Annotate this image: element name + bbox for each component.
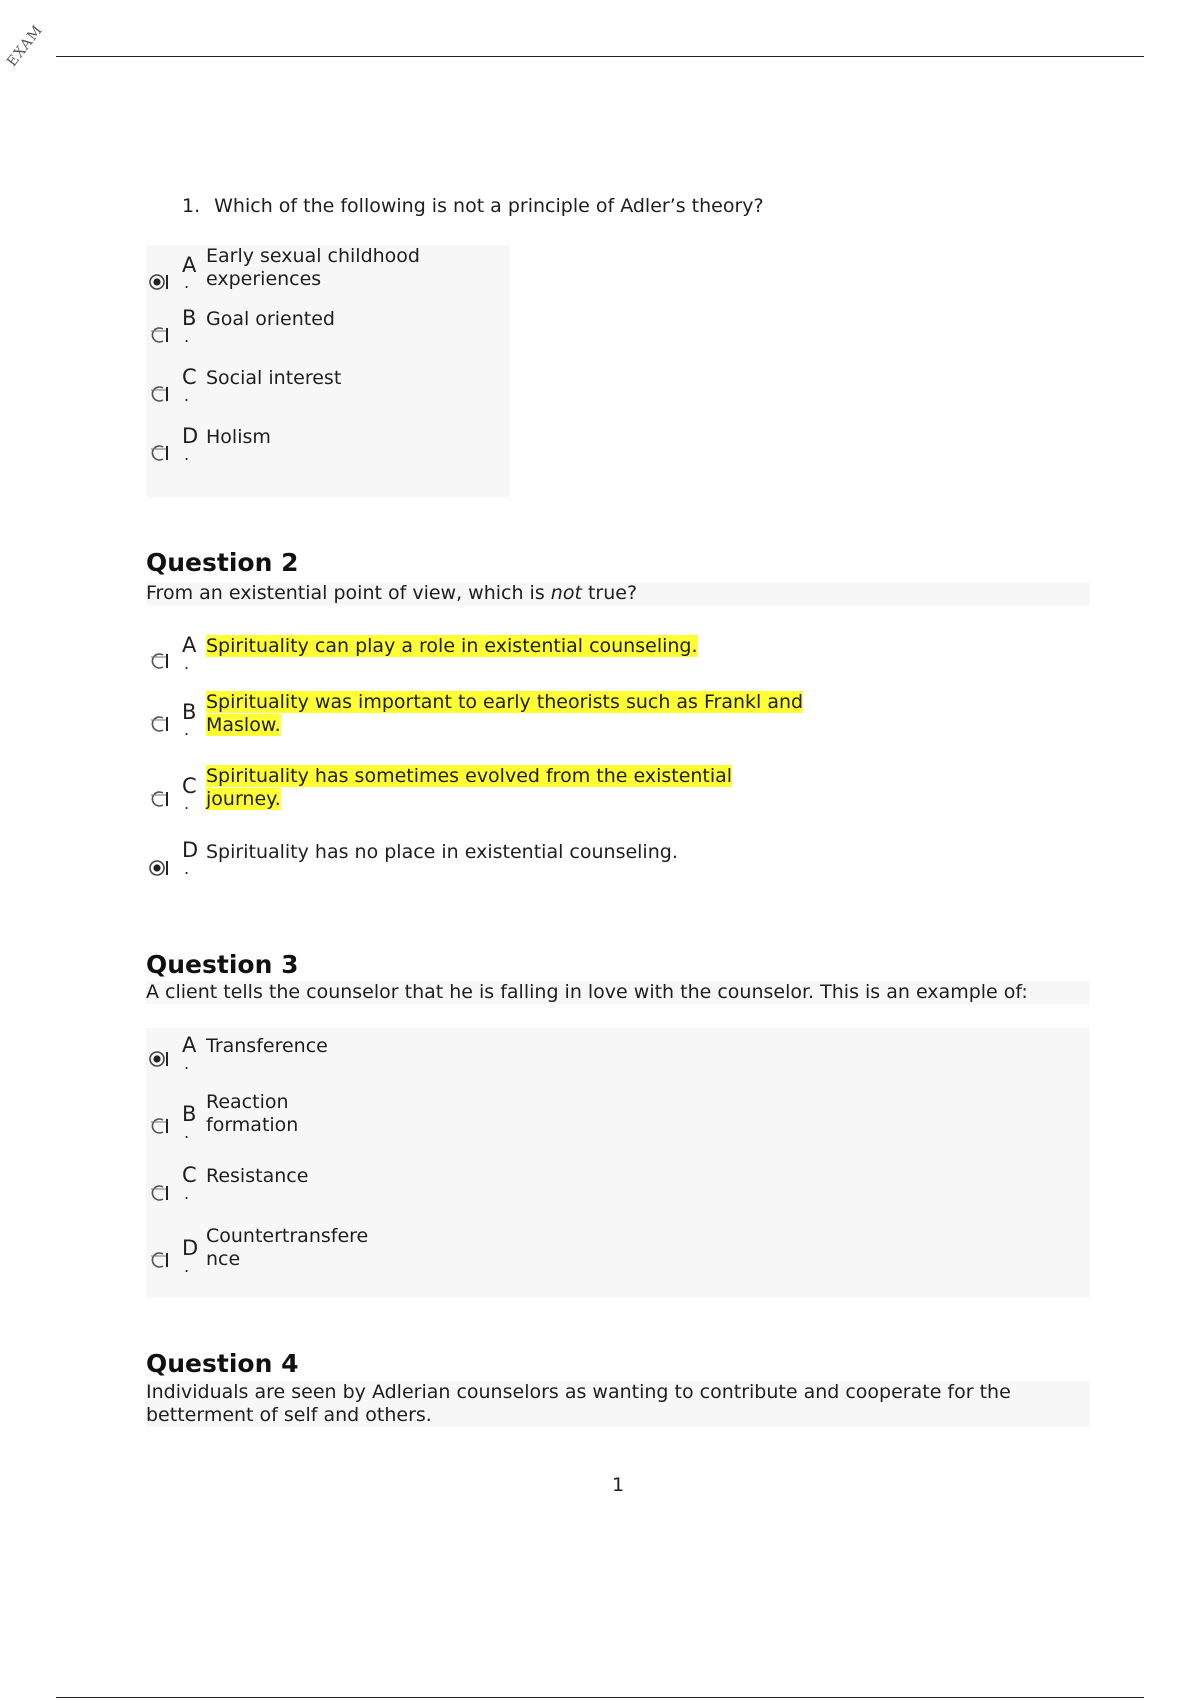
- question-4-heading: Question 4: [146, 1349, 299, 1378]
- option-text: Resistance: [206, 1165, 309, 1187]
- question-2-heading: Question 2: [146, 548, 299, 577]
- option-text: Transference: [206, 1035, 328, 1057]
- highlighted-text: Spirituality was important to early theorists such as Frankl and Maslow.: [206, 691, 804, 736]
- footer-rule: [56, 1697, 1144, 1698]
- watermark: EXAM: [4, 22, 47, 70]
- option-letter: A: [182, 633, 197, 657]
- radio-empty-icon[interactable]: [148, 714, 168, 734]
- option-dot: .: [184, 273, 190, 292]
- option-text: [206, 691, 806, 737]
- radio-selected-icon[interactable]: [148, 858, 168, 878]
- radio-empty-icon[interactable]: [148, 1183, 168, 1203]
- option-dot: .: [184, 720, 190, 739]
- option-letter: B: [182, 306, 197, 330]
- option-letter: B: [182, 1102, 197, 1126]
- option-letter: C: [182, 1163, 197, 1187]
- question-1-options: [146, 245, 510, 497]
- option-text: Holism: [206, 426, 271, 448]
- radio-selected-icon[interactable]: [148, 1049, 168, 1069]
- option-dot: .: [184, 327, 190, 346]
- radio-selected-icon[interactable]: [148, 272, 168, 292]
- radio-empty-icon[interactable]: [148, 1250, 168, 1270]
- question-2-options: [146, 630, 806, 890]
- option-letter: D: [182, 1236, 199, 1260]
- question-3-prompt: A client tells the counselor that he is falling in love with the counselor. This is an example of:: [146, 981, 1090, 1004]
- option-dot: .: [184, 1054, 190, 1073]
- option-dot: .: [184, 1257, 190, 1276]
- option-text: [206, 635, 806, 658]
- option-dot: .: [184, 1184, 190, 1203]
- question-text: Which of the following is not a principle of Adler’s theory?: [214, 195, 764, 217]
- radio-empty-icon[interactable]: [148, 384, 168, 404]
- prompt-emphasis: not: [550, 582, 582, 604]
- option-letter: A: [182, 1033, 197, 1057]
- radio-empty-icon[interactable]: [148, 1116, 168, 1136]
- question-2-prompt: [146, 582, 1090, 605]
- question-3-options: [146, 1028, 1090, 1298]
- highlighted-text: Spirituality can play a role in existential counseling.: [206, 635, 698, 657]
- radio-empty-icon[interactable]: [148, 443, 168, 463]
- option-dot: .: [184, 859, 190, 878]
- option-dot: .: [184, 654, 190, 673]
- prompt-text: true?: [581, 582, 638, 604]
- option-text: Early sexual childhood experiences: [206, 245, 420, 290]
- option-text: Spirituality has no place in existential counseling.: [206, 841, 678, 863]
- option-letter: C: [182, 774, 197, 798]
- option-dot: .: [184, 794, 190, 813]
- question-4-prompt: Individuals are seen by Adlerian counselors as wanting to contribute and cooperate for the betterment of self and others.: [146, 1381, 1090, 1427]
- option-text: Social interest: [206, 367, 342, 389]
- radio-empty-icon[interactable]: [148, 325, 168, 345]
- option-letter: B: [182, 700, 197, 724]
- radio-empty-icon[interactable]: [148, 789, 168, 809]
- question-1-prompt: [182, 195, 764, 217]
- option-dot: .: [184, 1123, 190, 1142]
- highlighted-text: Spirituality has sometimes evolved from the existential journey.: [206, 765, 733, 810]
- option-dot: .: [184, 445, 190, 464]
- option-letter: C: [182, 365, 197, 389]
- question-number: 1.: [182, 195, 201, 217]
- prompt-text: From an existential point of view, which is: [146, 582, 551, 604]
- option-text: [206, 765, 786, 811]
- header-rule: [56, 56, 1144, 57]
- option-text: Goal oriented: [206, 308, 335, 330]
- page-number: 1: [612, 1474, 625, 1496]
- option-text: Reaction formation: [206, 1091, 299, 1136]
- option-letter: A: [182, 253, 197, 277]
- radio-empty-icon[interactable]: [148, 651, 168, 671]
- question-3-heading: Question 3: [146, 950, 299, 979]
- option-dot: .: [184, 386, 190, 405]
- option-letter: D: [182, 838, 199, 862]
- option-letter: D: [182, 424, 199, 448]
- option-text: Countertransfere nce: [206, 1225, 369, 1270]
